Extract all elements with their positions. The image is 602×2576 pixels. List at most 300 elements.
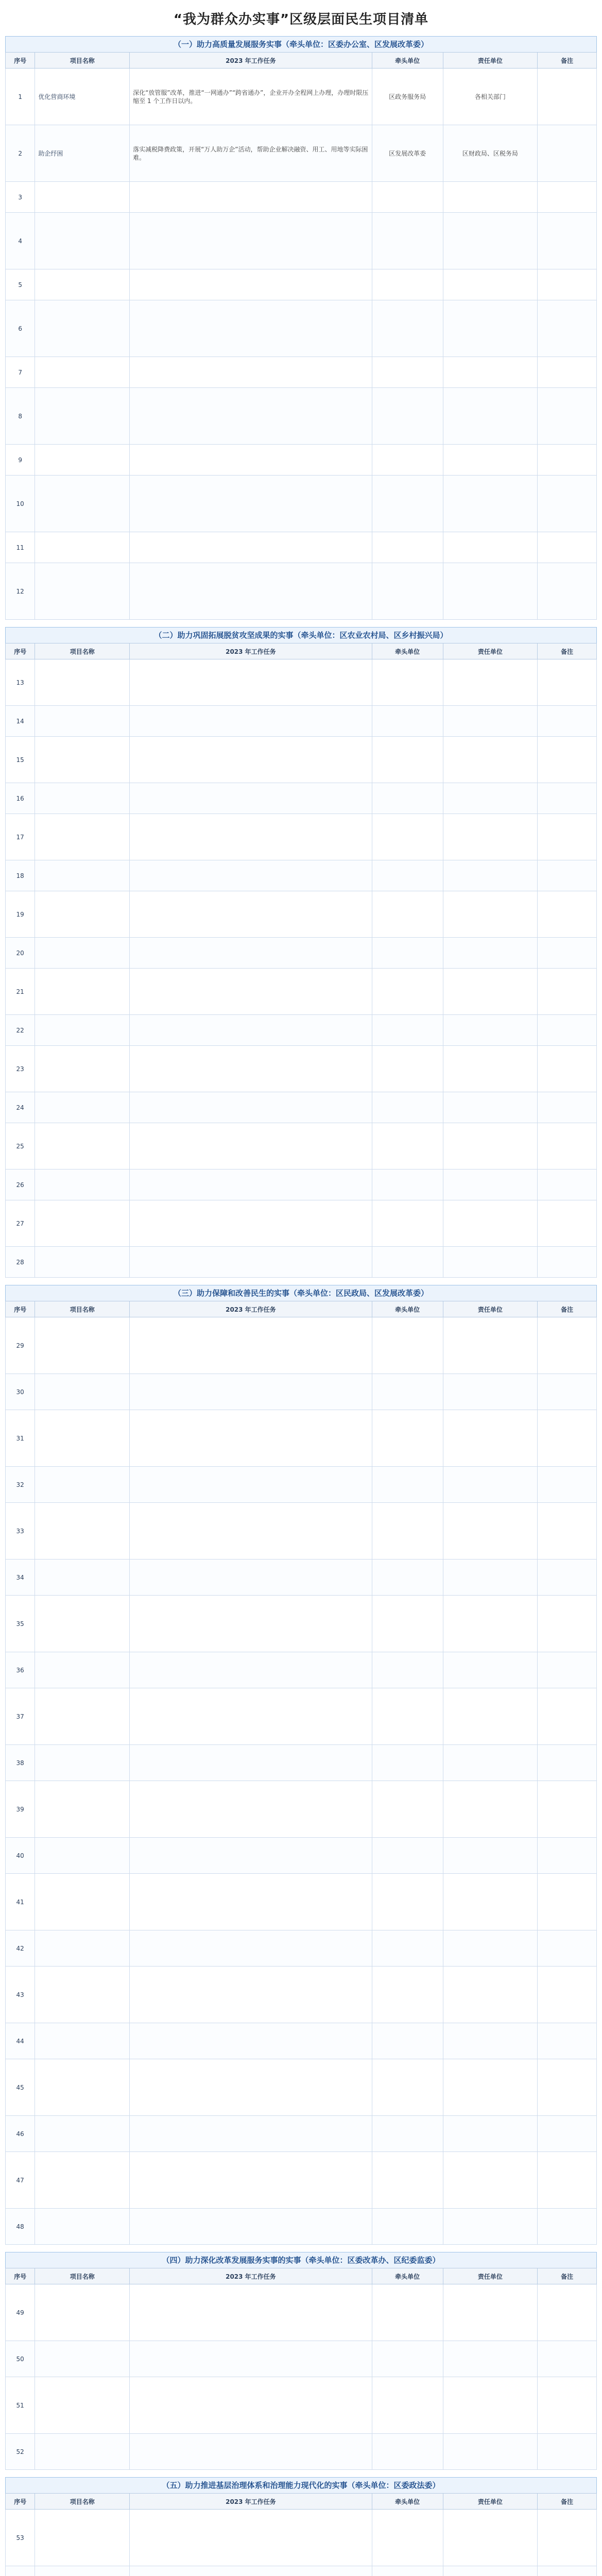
- cell-name: [35, 2284, 130, 2341]
- cell-note: [538, 1652, 597, 1688]
- cell-name: [35, 1838, 130, 1874]
- cell-name: [35, 213, 130, 269]
- cell-resp: [443, 891, 538, 938]
- cell-task: [130, 2059, 372, 2116]
- cell-resp: [443, 783, 538, 814]
- cell-task: [130, 269, 372, 300]
- cell-lead: [372, 1170, 443, 1200]
- table-row: [6, 563, 597, 620]
- cell-no: 36: [6, 1652, 35, 1688]
- cell-task: [130, 213, 372, 269]
- cell-note: [538, 1838, 597, 1874]
- cell-task: [130, 1967, 372, 2023]
- cell-resp: [443, 2152, 538, 2209]
- cell-task: [130, 1317, 372, 1374]
- cell-name: [35, 1247, 130, 1278]
- cell-no: 31: [6, 1410, 35, 1467]
- cell-no: 32: [6, 1467, 35, 1503]
- cell-lead: [372, 563, 443, 620]
- cell-resp: [443, 1688, 538, 1745]
- cell-name: [35, 737, 130, 783]
- cell-lead: [372, 1123, 443, 1170]
- header-name: 项目名称: [35, 53, 130, 69]
- cell-resp: [443, 1374, 538, 1410]
- cell-resp: [443, 2566, 538, 2576]
- cell-note: [538, 357, 597, 388]
- cell-task: [130, 2434, 372, 2470]
- cell-lead: 区政务服务局: [372, 69, 443, 125]
- cell-resp: [443, 659, 538, 706]
- cell-no: 23: [6, 1046, 35, 1092]
- cell-no: 21: [6, 969, 35, 1015]
- cell-resp: [443, 1838, 538, 1874]
- cell-resp: [443, 269, 538, 300]
- cell-note: [538, 1200, 597, 1247]
- cell-name: [35, 659, 130, 706]
- document-title: “我为群众办实事”区级层面民生项目清单: [173, 11, 429, 27]
- table-row: [6, 969, 597, 1015]
- table-row: [6, 1410, 597, 1467]
- header-note: 备注: [538, 2494, 597, 2510]
- cell-lead: [372, 1046, 443, 1092]
- cell-name: [35, 1781, 130, 1838]
- table-row: [6, 2059, 597, 2116]
- header-task: 2023 年工作任务: [130, 1301, 372, 1317]
- table-row: [6, 1503, 597, 1560]
- cell-resp: [443, 1092, 538, 1123]
- cell-name: [35, 969, 130, 1015]
- table-row: [6, 1015, 597, 1046]
- cell-name: [35, 445, 130, 476]
- table-row: [6, 1652, 597, 1688]
- cell-name: [35, 814, 130, 860]
- cell-name: [35, 1652, 130, 1688]
- cell-task: [130, 706, 372, 737]
- cell-no: 19: [6, 891, 35, 938]
- cell-lead: [372, 659, 443, 706]
- cell-task: [130, 1200, 372, 1247]
- cell-task: [130, 476, 372, 532]
- cell-resp: [443, 1745, 538, 1781]
- cell-resp: [443, 1781, 538, 1838]
- table-row: [6, 891, 597, 938]
- header-name: 项目名称: [35, 2494, 130, 2510]
- cell-resp: [443, 1123, 538, 1170]
- cell-task: [130, 1374, 372, 1410]
- cell-no: 51: [6, 2377, 35, 2434]
- project-table: [5, 643, 597, 1278]
- table-row: [6, 213, 597, 269]
- cell-lead: [372, 1560, 443, 1596]
- cell-name: [35, 269, 130, 300]
- cell-lead: [372, 1374, 443, 1410]
- cell-name: [35, 2023, 130, 2059]
- cell-note: [538, 1317, 597, 1374]
- cell-name: 优化营商环境: [35, 69, 130, 125]
- cell-resp: [443, 1170, 538, 1200]
- cell-name: [35, 1317, 130, 1374]
- cell-name: [35, 1092, 130, 1123]
- table-row: [6, 2209, 597, 2245]
- cell-no: 2: [6, 125, 35, 182]
- table-row: [6, 1123, 597, 1170]
- cell-no: 50: [6, 2341, 35, 2377]
- cell-name: [35, 2377, 130, 2434]
- cell-name: [35, 2152, 130, 2209]
- table-row: [6, 357, 597, 388]
- header-resp: 责任单位: [443, 2268, 538, 2284]
- cell-task: [130, 2510, 372, 2566]
- cell-task: [130, 1410, 372, 1467]
- cell-note: [538, 1123, 597, 1170]
- cell-no: 48: [6, 2209, 35, 2245]
- cell-no: 15: [6, 737, 35, 783]
- cell-note: [538, 938, 597, 969]
- cell-no: 12: [6, 563, 35, 620]
- cell-no: 47: [6, 2152, 35, 2209]
- cell-note: [538, 2566, 597, 2576]
- cell-no: 39: [6, 1781, 35, 1838]
- cell-no: 22: [6, 1015, 35, 1046]
- table-row: [6, 1046, 597, 1092]
- table-row: [6, 737, 597, 783]
- cell-name: [35, 706, 130, 737]
- cell-note: [538, 2059, 597, 2116]
- cell-lead: [372, 891, 443, 938]
- cell-note: [538, 1170, 597, 1200]
- cell-no: 35: [6, 1596, 35, 1652]
- cell-note: [538, 1503, 597, 1560]
- header-task: 2023 年工作任务: [130, 2268, 372, 2284]
- header-note: 备注: [538, 2268, 597, 2284]
- cell-resp: [443, 1560, 538, 1596]
- cell-no: 5: [6, 269, 35, 300]
- table-row: [6, 1967, 597, 2023]
- cell-name: [35, 1015, 130, 1046]
- cell-task: [130, 2566, 372, 2576]
- cell-task: [130, 1046, 372, 1092]
- header-resp: 责任单位: [443, 53, 538, 69]
- cell-no: 45: [6, 2059, 35, 2116]
- cell-note: [538, 182, 597, 213]
- header-lead: 牵头单位: [372, 2268, 443, 2284]
- header-lead: 牵头单位: [372, 643, 443, 659]
- cell-note: [538, 2116, 597, 2152]
- header-no: 序号: [6, 2268, 35, 2284]
- cell-task: [130, 1503, 372, 1560]
- cell-lead: 区发展改革委: [372, 125, 443, 182]
- section: [5, 36, 597, 627]
- cell-name: [35, 1200, 130, 1247]
- cell-note: [538, 2341, 597, 2377]
- cell-no: 29: [6, 1317, 35, 1374]
- cell-note: [538, 2510, 597, 2566]
- cell-task: [130, 814, 372, 860]
- table-row: [6, 1874, 597, 1930]
- cell-resp: [443, 2059, 538, 2116]
- cell-lead: [372, 1410, 443, 1467]
- cell-resp: 区财政局、区税务局: [443, 125, 538, 182]
- table-row: [6, 659, 597, 706]
- cell-name: [35, 476, 130, 532]
- cell-lead: [372, 2059, 443, 2116]
- cell-name: [35, 1874, 130, 1930]
- table-row: [6, 1745, 597, 1781]
- cell-resp: [443, 1317, 538, 1374]
- cell-resp: [443, 1596, 538, 1652]
- table-row: [6, 1596, 597, 1652]
- cell-lead: [372, 357, 443, 388]
- cell-task: [130, 2023, 372, 2059]
- cell-lead: [372, 938, 443, 969]
- cell-resp: [443, 1930, 538, 1967]
- header-no: 序号: [6, 53, 35, 69]
- cell-no: 53: [6, 2510, 35, 2566]
- table-row: [6, 1781, 597, 1838]
- cell-lead: [372, 1467, 443, 1503]
- cell-note: [538, 69, 597, 125]
- header-resp: 责任单位: [443, 1301, 538, 1317]
- header-name: 项目名称: [35, 1301, 130, 1317]
- cell-note: [538, 125, 597, 182]
- cell-note: [538, 2434, 597, 2470]
- cell-task: [130, 2377, 372, 2434]
- header-no: 序号: [6, 1301, 35, 1317]
- table-row: [6, 783, 597, 814]
- cell-note: [538, 1247, 597, 1278]
- cell-lead: [372, 1596, 443, 1652]
- cell-note: [538, 213, 597, 269]
- section: [5, 1285, 597, 2252]
- cell-resp: [443, 1467, 538, 1503]
- cell-resp: [443, 357, 538, 388]
- cell-note: [538, 659, 597, 706]
- cell-note: [538, 1930, 597, 1967]
- table-row: [6, 814, 597, 860]
- cell-no: 7: [6, 357, 35, 388]
- cell-task: 落实减税降费政策，开展“万人助万企”活动，帮助企业解决融资、用工、用地等实际困难。: [130, 125, 372, 182]
- cell-resp: [443, 1874, 538, 1930]
- cell-name: [35, 2434, 130, 2470]
- section: [5, 627, 597, 1285]
- cell-lead: [372, 2566, 443, 2576]
- cell-name: [35, 891, 130, 938]
- table-row: [6, 2341, 597, 2377]
- cell-task: [130, 357, 372, 388]
- cell-name: [35, 388, 130, 445]
- cell-name: [35, 2209, 130, 2245]
- cell-no: 11: [6, 532, 35, 563]
- cell-note: [538, 2284, 597, 2341]
- cell-lead: [372, 2341, 443, 2377]
- cell-note: [538, 1781, 597, 1838]
- cell-note: [538, 737, 597, 783]
- cell-no: 28: [6, 1247, 35, 1278]
- cell-no: 40: [6, 1838, 35, 1874]
- cell-task: 深化“放管服”改革，推进“一网通办”“跨省通办”，企业开办全程网上办理，办理时限压缩至 1 个工作日以内。: [130, 69, 372, 125]
- cell-no: 34: [6, 1560, 35, 1596]
- cell-name: [35, 860, 130, 891]
- cell-no: 41: [6, 1874, 35, 1930]
- cell-lead: [372, 860, 443, 891]
- cell-lead: [372, 1874, 443, 1930]
- table-row: [6, 2377, 597, 2434]
- cell-note: [538, 814, 597, 860]
- cell-resp: [443, 563, 538, 620]
- cell-name: [35, 1967, 130, 2023]
- cell-task: [130, 1247, 372, 1278]
- section-title: （一）助力高质量发展服务实事（牵头单位：区委办公室、区发展改革委）: [5, 36, 597, 52]
- cell-resp: [443, 860, 538, 891]
- header-name: 项目名称: [35, 643, 130, 659]
- cell-note: [538, 1015, 597, 1046]
- cell-name: [35, 1374, 130, 1410]
- cell-resp: [443, 213, 538, 269]
- cell-note: [538, 1374, 597, 1410]
- cell-resp: [443, 969, 538, 1015]
- cell-lead: [372, 476, 443, 532]
- cell-task: [130, 2284, 372, 2341]
- cell-lead: [372, 1092, 443, 1123]
- cell-no: 14: [6, 706, 35, 737]
- cell-resp: [443, 1046, 538, 1092]
- cell-no: 33: [6, 1503, 35, 1560]
- cell-name: [35, 2059, 130, 2116]
- cell-note: [538, 476, 597, 532]
- cell-resp: [443, 2116, 538, 2152]
- table-row: [6, 69, 597, 125]
- section-title: （五）助力推进基层治理体系和治理能力现代化的实事（牵头单位：区委政法委）: [5, 2477, 597, 2493]
- cell-note: [538, 1092, 597, 1123]
- cell-resp: [443, 706, 538, 737]
- cell-resp: [443, 1410, 538, 1467]
- section-title: （三）助力保障和改善民生的实事（牵头单位：区民政局、区发展改革委）: [5, 1285, 597, 1301]
- cell-lead: [372, 2377, 443, 2434]
- cell-name: [35, 1046, 130, 1092]
- cell-task: [130, 1123, 372, 1170]
- cell-name: [35, 783, 130, 814]
- header-name: 项目名称: [35, 2268, 130, 2284]
- cell-lead: [372, 182, 443, 213]
- cell-note: [538, 1467, 597, 1503]
- table-row: [6, 532, 597, 563]
- cell-task: [130, 860, 372, 891]
- table-header-row: [6, 2268, 597, 2284]
- header-task: 2023 年工作任务: [130, 643, 372, 659]
- cell-task: [130, 1838, 372, 1874]
- header-note: 备注: [538, 1301, 597, 1317]
- cell-lead: [372, 445, 443, 476]
- cell-resp: [443, 2434, 538, 2470]
- cell-note: [538, 860, 597, 891]
- cell-name: [35, 1596, 130, 1652]
- cell-lead: [372, 2209, 443, 2245]
- cell-lead: [372, 1781, 443, 1838]
- table-row: [6, 125, 597, 182]
- table-row: [6, 1560, 597, 1596]
- table-header-row: [6, 2494, 597, 2510]
- cell-name: [35, 182, 130, 213]
- table-row: [6, 476, 597, 532]
- project-table: [5, 2268, 597, 2470]
- cell-resp: [443, 2023, 538, 2059]
- cell-no: 44: [6, 2023, 35, 2059]
- cell-task: [130, 388, 372, 445]
- cell-resp: [443, 2510, 538, 2566]
- cell-resp: [443, 2341, 538, 2377]
- cell-task: [130, 1467, 372, 1503]
- cell-note: [538, 1596, 597, 1652]
- cell-task: [130, 659, 372, 706]
- table-row: [6, 1930, 597, 1967]
- table-row: [6, 1170, 597, 1200]
- cell-note: [538, 388, 597, 445]
- cell-task: [130, 532, 372, 563]
- cell-note: [538, 445, 597, 476]
- cell-no: 25: [6, 1123, 35, 1170]
- cell-no: 20: [6, 938, 35, 969]
- cell-name: [35, 1560, 130, 1596]
- table-row: [6, 1200, 597, 1247]
- cell-lead: [372, 532, 443, 563]
- cell-resp: [443, 445, 538, 476]
- cell-name: [35, 1123, 130, 1170]
- table-row: [6, 269, 597, 300]
- cell-task: [130, 2209, 372, 2245]
- cell-task: [130, 1930, 372, 1967]
- cell-no: 1: [6, 69, 35, 125]
- cell-task: [130, 1560, 372, 1596]
- cell-note: [538, 300, 597, 357]
- section-title: （四）助力深化改革发展服务实事的实事（牵头单位：区委改革办、区纪委监委）: [5, 2252, 597, 2268]
- cell-note: [538, 1967, 597, 2023]
- cell-no: 38: [6, 1745, 35, 1781]
- table-row: [6, 860, 597, 891]
- table-row: [6, 445, 597, 476]
- cell-note: [538, 1874, 597, 1930]
- cell-name: [35, 300, 130, 357]
- cell-task: [130, 938, 372, 969]
- cell-name: [35, 1930, 130, 1967]
- cell-name: [35, 563, 130, 620]
- cell-lead: [372, 2023, 443, 2059]
- cell-no: 52: [6, 2434, 35, 2470]
- cell-lead: [372, 1200, 443, 1247]
- cell-resp: [443, 1503, 538, 1560]
- cell-note: [538, 2209, 597, 2245]
- table-row: [6, 2152, 597, 2209]
- cell-no: 37: [6, 1688, 35, 1745]
- cell-name: [35, 2566, 130, 2576]
- cell-task: [130, 1745, 372, 1781]
- cell-lead: [372, 783, 443, 814]
- cell-no: 9: [6, 445, 35, 476]
- cell-task: [130, 737, 372, 783]
- cell-lead: [372, 2510, 443, 2566]
- header-no: 序号: [6, 643, 35, 659]
- cell-lead: [372, 2152, 443, 2209]
- table-row: [6, 706, 597, 737]
- cell-task: [130, 182, 372, 213]
- cell-note: [538, 269, 597, 300]
- cell-note: [538, 783, 597, 814]
- cell-name: [35, 1503, 130, 1560]
- cell-lead: [372, 706, 443, 737]
- cell-note: [538, 2152, 597, 2209]
- cell-note: [538, 532, 597, 563]
- cell-task: [130, 2152, 372, 2209]
- cell-resp: [443, 814, 538, 860]
